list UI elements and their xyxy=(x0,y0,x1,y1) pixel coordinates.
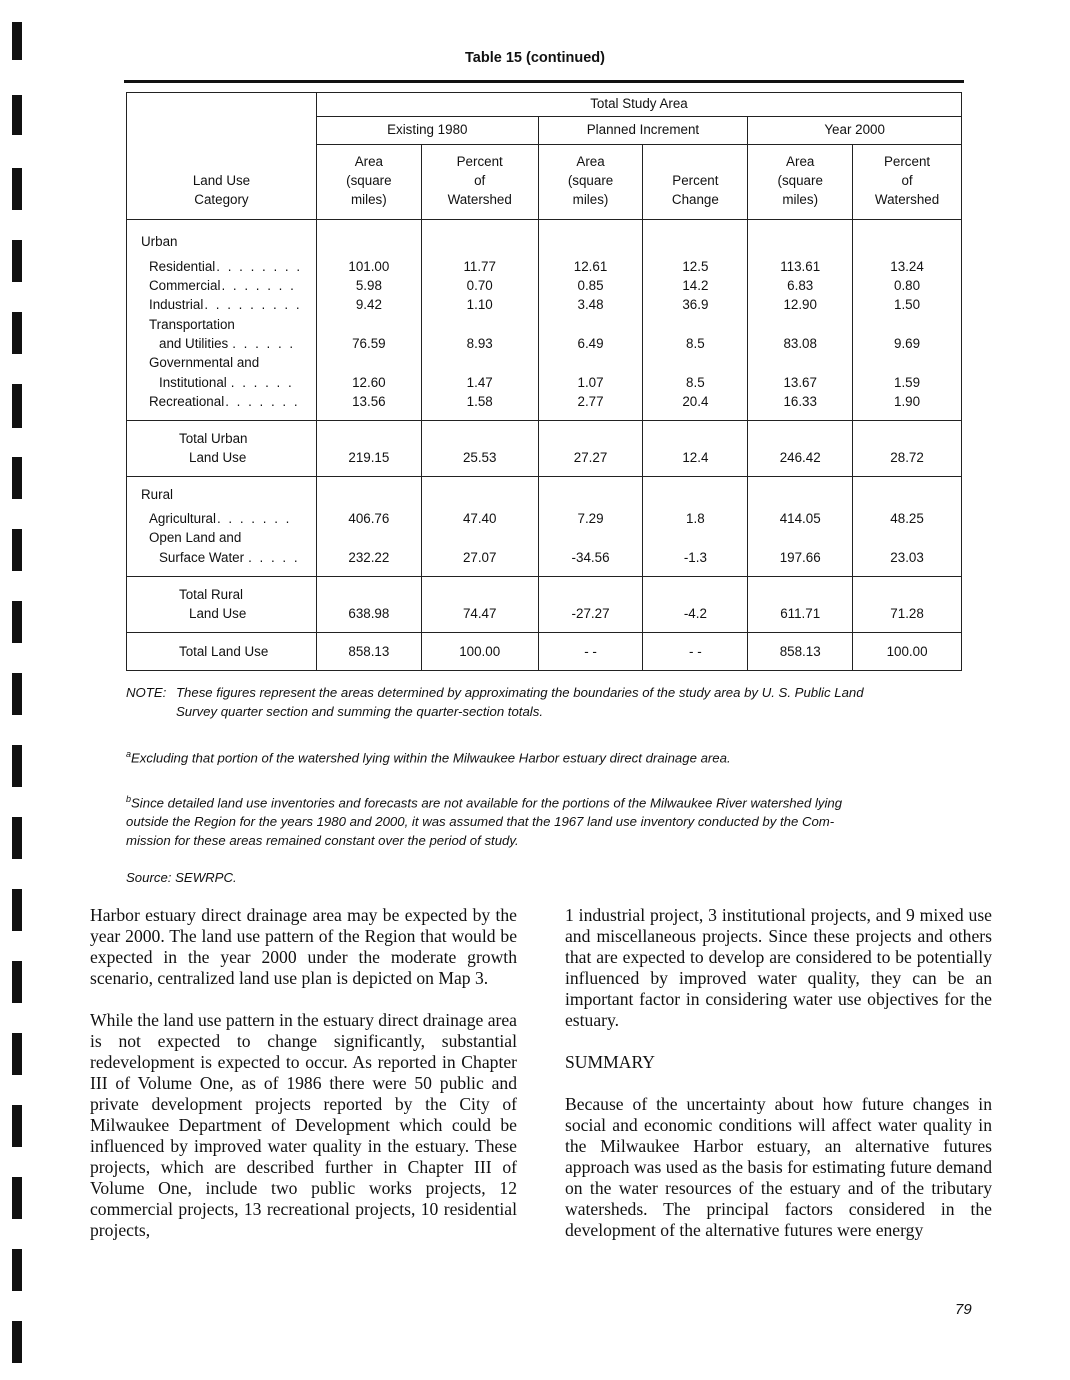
cell-value: 16.33 xyxy=(748,392,853,411)
cell-value: 1.58 xyxy=(421,392,538,411)
cell-value: 28.72 xyxy=(853,421,962,477)
note-text: These figures represent the areas determined by approximating the boundaries of the study area by U. S. Public Land xyxy=(175,685,864,700)
row-label xyxy=(127,315,317,354)
cell-value: - - xyxy=(643,632,748,670)
table-title: Table 15 (continued) xyxy=(465,50,605,66)
row-label xyxy=(127,509,317,528)
leader-dots: . . . . . . . xyxy=(216,511,292,527)
row-label: Total Land Use xyxy=(127,632,317,670)
cell-value: 71.28 xyxy=(853,576,962,632)
binding-mark xyxy=(12,1321,22,1363)
leader-dots: . . . . . . . . . xyxy=(204,297,302,313)
table-row xyxy=(127,315,962,354)
note-label: NOTE: xyxy=(126,685,167,700)
leader-dots: . . . . . . . xyxy=(221,278,296,294)
leader-dots: . . . . . . xyxy=(230,374,294,390)
binding-mark xyxy=(12,168,22,210)
binding-mark xyxy=(12,240,22,282)
cell-value: 25.53 xyxy=(421,421,538,477)
table-row-total-rural xyxy=(127,576,962,632)
cell-value: 638.98 xyxy=(316,576,421,632)
land-use-table xyxy=(126,92,962,671)
cell-value: 406.76 xyxy=(316,509,421,528)
cell-value: 7.29 xyxy=(538,509,643,528)
header-percent-of-watershed: Percent of Watershed xyxy=(853,144,962,220)
cell-value: 11.77 xyxy=(421,257,538,276)
cell-value: 0.80 xyxy=(853,276,962,295)
cell-value: 20.4 xyxy=(643,392,748,411)
row-label-line: Commercial xyxy=(149,278,221,294)
row-label xyxy=(127,295,317,314)
row-label xyxy=(127,276,317,295)
header-area: Area (square miles) xyxy=(316,144,421,220)
cell-value: 36.9 xyxy=(643,295,748,314)
footnote-marker: a xyxy=(126,749,132,759)
binding-mark xyxy=(12,673,22,715)
cell-value: 113.61 xyxy=(748,257,853,276)
binding-mark xyxy=(12,1177,22,1219)
cell-value: 6.49 xyxy=(538,315,643,354)
cell-value: 8.5 xyxy=(643,315,748,354)
table-source: Source: SEWRPC. xyxy=(126,870,237,885)
header-planned-increment: Planned Increment xyxy=(538,117,748,144)
table-row xyxy=(127,353,962,392)
row-label xyxy=(127,392,317,411)
cell-value: 100.00 xyxy=(421,632,538,670)
header-area: Area (square miles) xyxy=(538,144,643,220)
cell-value: 9.42 xyxy=(316,295,421,314)
row-label xyxy=(127,576,317,632)
row-label-line: Land Use xyxy=(189,450,247,466)
cell-value: 83.08 xyxy=(748,315,853,354)
cell-value: 2.77 xyxy=(538,392,643,411)
table-row xyxy=(127,509,962,528)
section-label-rural: Rural xyxy=(127,477,317,509)
paragraph: While the land use pattern in the estuary direct drainage area is not expected to change significantly, substantial redevelopment is expected to occur. As reported in Chapter III of Volume One, as of 1986 there were 50 public and private development projects reported by the City of Milwaukee Department of Development which could be influenced by improved water quality in the estuary. These projects, which are described further in Chapter III of Volume One, include two public works projects, 12 commercial projects, 13 recreational projects, 10 residential projects, xyxy=(90,1010,517,1240)
footnote-marker: b xyxy=(126,794,132,804)
binding-mark xyxy=(12,384,22,428)
note-text: Survey quarter section and summing the quarter-section totals. xyxy=(176,704,543,719)
paragraph: Harbor estuary direct drainage area may be expected by the year 2000. The land use pattern of the Region that would be expected in the year 2000 under the moderate growth scenario, centralized land use plan is depicted on Map 3. xyxy=(90,905,517,988)
table-row xyxy=(127,276,962,295)
cell-value: 414.05 xyxy=(748,509,853,528)
cell-value: 197.66 xyxy=(748,528,853,567)
leader-dots: . . . . . xyxy=(248,549,300,565)
cell-value: 101.00 xyxy=(316,257,421,276)
header-percent-change: Percent Change xyxy=(643,144,748,220)
cell-value: 27.27 xyxy=(538,421,643,477)
leader-dots: . . . . . . xyxy=(232,335,296,351)
cell-value: 6.83 xyxy=(748,276,853,295)
row-label xyxy=(127,528,317,567)
cell-value: 12.61 xyxy=(538,257,643,276)
footnote-text: Since detailed land use inventories and forecasts are not available for the portions of the Milwaukee River watershed lying xyxy=(131,795,843,811)
cell-value: 611.71 xyxy=(748,576,853,632)
row-label-line: and Utilities xyxy=(159,335,229,351)
cell-value: 14.2 xyxy=(643,276,748,295)
cell-value: 23.03 xyxy=(853,528,962,567)
section-heading-summary: SUMMARY xyxy=(565,1052,655,1072)
cell-value: 9.69 xyxy=(853,315,962,354)
body-right-column xyxy=(565,905,992,1262)
cell-value: 858.13 xyxy=(316,632,421,670)
cell-value: 1.10 xyxy=(421,295,538,314)
section-label-urban: Urban xyxy=(127,220,317,257)
row-label-line: Residential xyxy=(149,258,216,274)
table-row xyxy=(127,528,962,567)
header-area: Area (square miles) xyxy=(748,144,853,220)
row-label xyxy=(127,353,317,392)
cell-value: 12.90 xyxy=(748,295,853,314)
cell-value: 858.13 xyxy=(748,632,853,670)
header-percent-of-watershed: Percent of Watershed xyxy=(421,144,538,220)
cell-value: 246.42 xyxy=(748,421,853,477)
binding-marks xyxy=(0,0,30,1380)
footnote-text: outside the Region for the years 1980 and 2000, it was assumed that the 1967 land use inventory conducted by the Com- xyxy=(126,814,835,830)
cell-value: 0.85 xyxy=(538,276,643,295)
cell-value: - - xyxy=(538,632,643,670)
row-label-line: Governmental and xyxy=(149,355,260,371)
binding-mark xyxy=(12,1249,22,1291)
cell-value: 1.47 xyxy=(421,353,538,392)
footnote-b xyxy=(126,790,966,850)
binding-mark xyxy=(12,529,22,571)
cell-value: 27.07 xyxy=(421,528,538,567)
binding-mark xyxy=(12,457,22,499)
table-row-total-land-use xyxy=(127,632,962,670)
cell-value: 1.90 xyxy=(853,392,962,411)
cell-value: 12.60 xyxy=(316,353,421,392)
cell-value: 0.70 xyxy=(421,276,538,295)
header-land-use-category: Land Use Category xyxy=(127,93,317,220)
binding-mark xyxy=(12,817,22,859)
cell-value: 219.15 xyxy=(316,421,421,477)
cell-value: 1.8 xyxy=(643,509,748,528)
paragraph: Because of the uncertainty about how future changes in social and economic conditions will affect water quality in the Milwaukee Harbor estuary, an alternative futures approach was used as the basis for estimating future demand on the water resources of the estuary and of the tributary watersheds. The principal factors considered in the development of the alternative futures were energy xyxy=(565,1094,992,1240)
binding-mark xyxy=(12,961,22,1003)
binding-mark xyxy=(12,95,22,135)
table-row-total-urban xyxy=(127,421,962,477)
row-label-line: Total Urban xyxy=(179,431,248,447)
footnote-text: mission for these areas remained constant over the period of study. xyxy=(126,833,519,849)
page-number: 79 xyxy=(955,1301,972,1318)
table-note xyxy=(126,683,966,721)
header-year-2000: Year 2000 xyxy=(748,117,962,144)
cell-value: -4.2 xyxy=(643,576,748,632)
binding-mark xyxy=(12,889,22,931)
footnote-a xyxy=(126,745,966,767)
binding-mark xyxy=(12,1105,22,1147)
header-existing-1980: Existing 1980 xyxy=(316,117,538,144)
cell-value: 3.48 xyxy=(538,295,643,314)
cell-value: 74.47 xyxy=(421,576,538,632)
cell-value: 232.22 xyxy=(316,528,421,567)
table-row xyxy=(127,295,962,314)
table-row xyxy=(127,257,962,276)
row-label-line: Transportation xyxy=(149,316,235,332)
table-row xyxy=(127,392,962,411)
cell-value: 1.50 xyxy=(853,295,962,314)
cell-value: 48.25 xyxy=(853,509,962,528)
cell-value: -34.56 xyxy=(538,528,643,567)
cell-value: 76.59 xyxy=(316,315,421,354)
cell-value: -27.27 xyxy=(538,576,643,632)
table-top-rule xyxy=(124,80,964,83)
row-label-line: Open Land and xyxy=(149,530,242,546)
paragraph: 1 industrial project, 3 institutional projects, and 9 mixed use and miscellaneous projects. Since these projects and others that are expected to develop are considered to be potentially influenced by improved water quality, they can be an important factor in considering water use objectives for the estuary. xyxy=(565,905,992,1030)
cell-value: 13.24 xyxy=(853,257,962,276)
row-label xyxy=(127,257,317,276)
footnote-text: Excluding that portion of the watershed lying within the Milwaukee Harbor estuary direct drainage area. xyxy=(131,750,731,766)
row-label-line: Total Rural xyxy=(179,586,244,602)
body-left-column xyxy=(90,905,517,1262)
rural-rows xyxy=(127,509,962,567)
cell-value: 8.5 xyxy=(643,353,748,392)
cell-value: 13.67 xyxy=(748,353,853,392)
row-label xyxy=(127,421,317,477)
row-label-line: Land Use xyxy=(189,606,247,622)
cell-value: 12.5 xyxy=(643,257,748,276)
cell-value: 100.00 xyxy=(853,632,962,670)
binding-mark xyxy=(12,312,22,354)
cell-value: -1.3 xyxy=(643,528,748,567)
leader-dots: . . . . . . . xyxy=(225,393,300,409)
row-label-line: Surface Water xyxy=(159,549,245,565)
binding-mark xyxy=(12,1033,22,1075)
cell-value: 1.07 xyxy=(538,353,643,392)
cell-value: 13.56 xyxy=(316,392,421,411)
row-label-line: Institutional xyxy=(159,374,227,390)
cell-value: 47.40 xyxy=(421,509,538,528)
header-total-study-area: Total Study Area xyxy=(316,93,961,117)
binding-mark xyxy=(12,745,22,787)
cell-value: 8.93 xyxy=(421,315,538,354)
binding-mark xyxy=(12,601,22,643)
urban-rows xyxy=(127,257,962,411)
row-label-line: Agricultural xyxy=(149,511,216,527)
cell-value: 12.4 xyxy=(643,421,748,477)
cell-value: 1.59 xyxy=(853,353,962,392)
row-label-line: Recreational xyxy=(149,393,225,409)
row-label-line: Industrial xyxy=(149,297,204,313)
leader-dots: . . . . . . . . xyxy=(216,258,303,274)
cell-value: 5.98 xyxy=(316,276,421,295)
